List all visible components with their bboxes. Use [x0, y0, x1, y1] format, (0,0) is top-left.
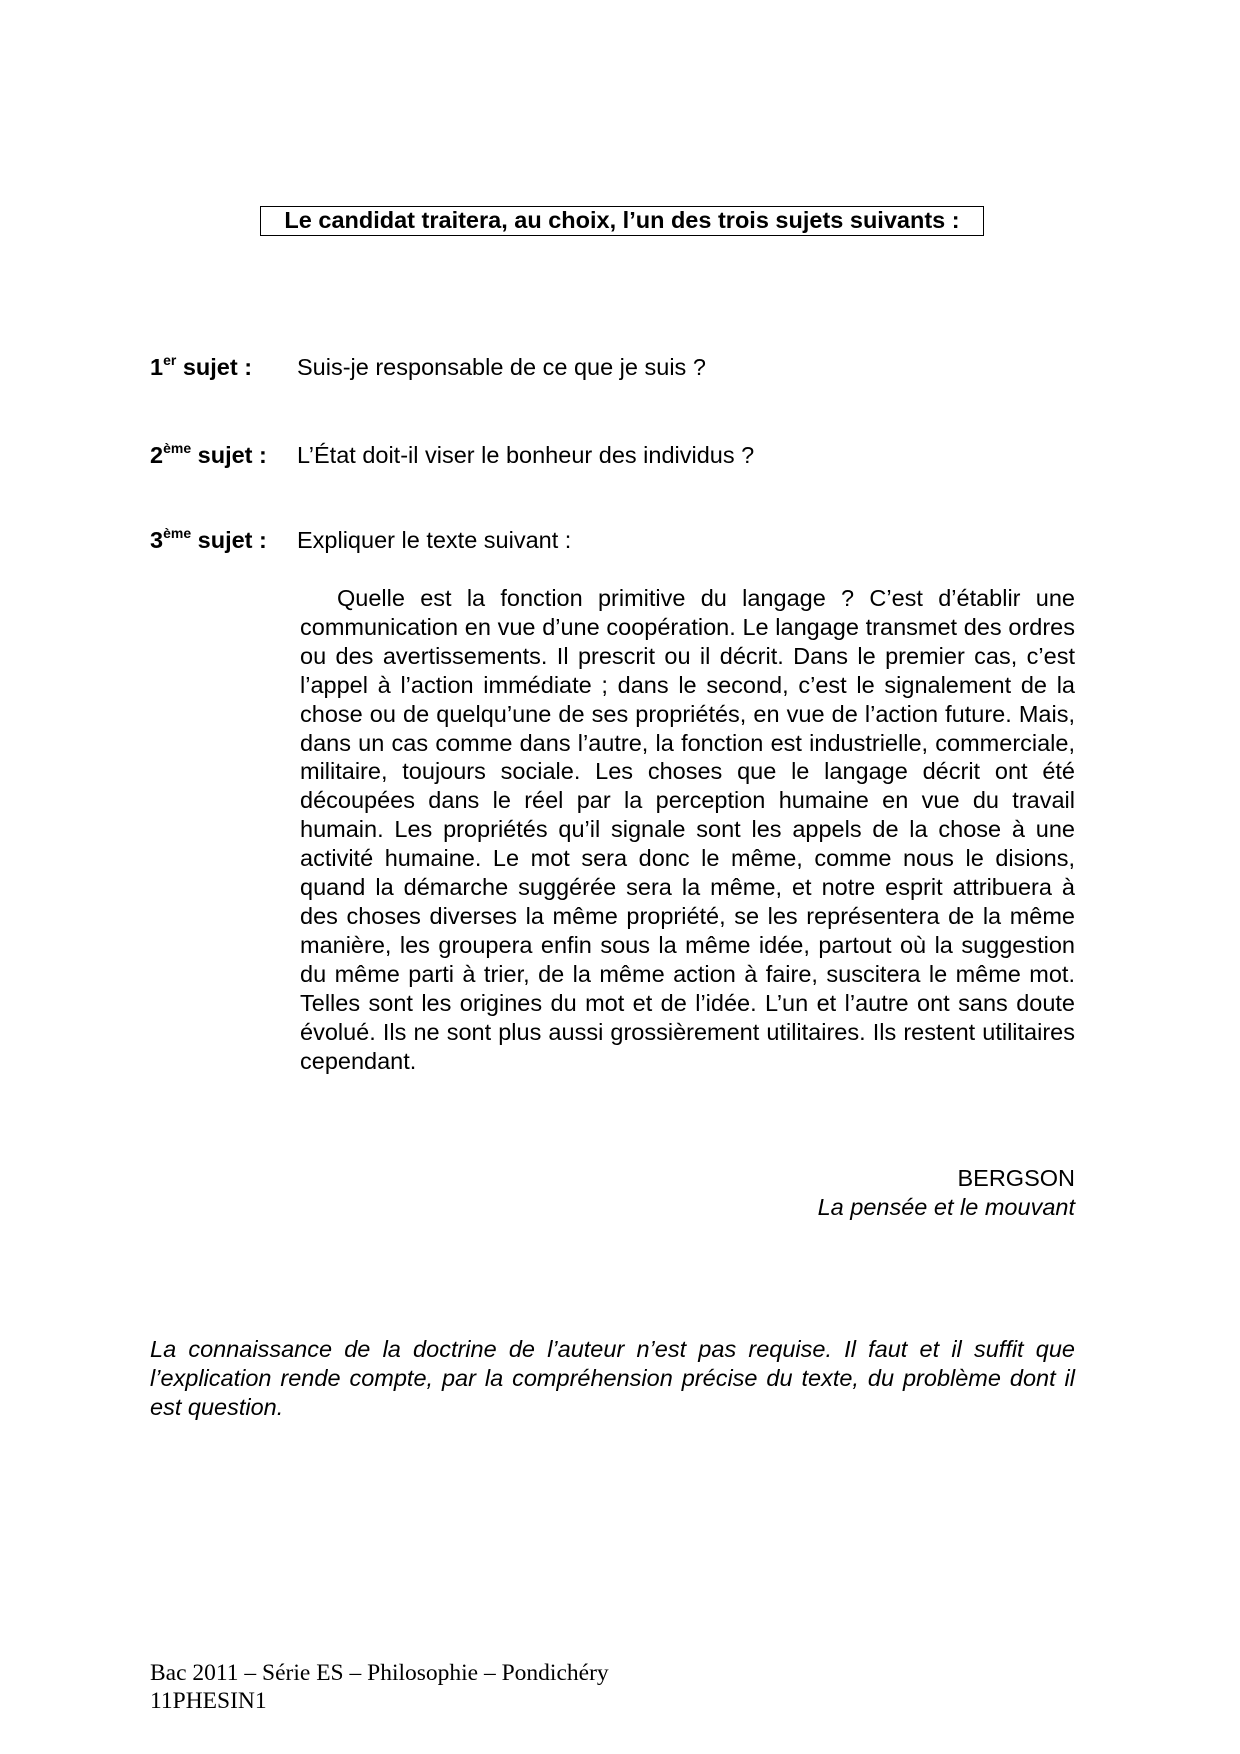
instruction-note: La connaissance de la doctrine de l’auteur n’est pas requise. Il faut et il suffit que l’explication rende compte, par la compréhension précise du texte, du problème dont il est question.: [150, 1336, 1075, 1420]
excerpt-author: BERGSON: [957, 1165, 1075, 1191]
subject-3-suffix: ème: [163, 525, 192, 541]
subject-2-number: 2: [150, 442, 164, 468]
subject-2-label: [150, 440, 300, 470]
subject-2-text: L’État doit-il viser le bonheur des individus ?: [297, 442, 755, 468]
excerpt-text: Quelle est la fonction primitive du langage ? C’est d’établir une communication en vue d’une coopération. Le langage transmet des ordres ou des avertissements. Il prescrit ou il décrit. Dans le premier cas, c’est l’appel à l’action immédiate ; dans le second, c’est le signalement de la chose ou de quelqu’une de ses propriétés, en vue de l’action future. Mais, dans un cas comme dans l’autre, la fonction est industrielle, commerciale, militaire, toujours sociale. Les choses que le langage décrit ont été découpées dans le réel par la perception humaine en vue du travail humain. Les propriétés qu’il signale sont les appels de la chose à une activité humaine. Le mot sera donc le même, comme nous le disions, quand la démarche suggérée sera la même, et notre esprit attribuera à des choses diverses la même propriété, se les représentera de la même manière, les groupera enfin sous la même idée, partout où la suggestion du même parti à trier, de la même action à faire, suscitera le même mot. Telles sont les origines du mot et de l’idée. L’un et l’autre ont sans doute évolué. Ils ne sont plus aussi grossièrement utilitaires. Ils restent utilitaires cependant.: [300, 585, 1075, 1074]
subject-1-number: 1: [150, 354, 164, 380]
subject-1-suffix: er: [163, 352, 177, 368]
subject-1-label: [150, 352, 300, 382]
subject-3-word: sujet :: [191, 527, 267, 553]
instruction-header: Le candidat traitera, au choix, l’un des trois sujets suivants :: [260, 206, 984, 236]
subject-3-text: Expliquer le texte suivant :: [297, 527, 572, 553]
footer-exam-code: 11PHESIN1: [150, 1688, 267, 1714]
subject-3-number: 3: [150, 527, 164, 553]
subject-2-suffix: ème: [163, 440, 192, 456]
subject-3-label: [150, 525, 300, 555]
footer-exam-info: Bac 2011 – Série ES – Philosophie – Pondichéry: [150, 1660, 609, 1686]
subject-1-text: Suis-je responsable de ce que je suis ?: [297, 354, 706, 380]
subject-1-word: sujet :: [176, 354, 253, 380]
subject-2-word: sujet :: [191, 442, 267, 468]
excerpt-source: La pensée et le mouvant: [817, 1194, 1075, 1220]
